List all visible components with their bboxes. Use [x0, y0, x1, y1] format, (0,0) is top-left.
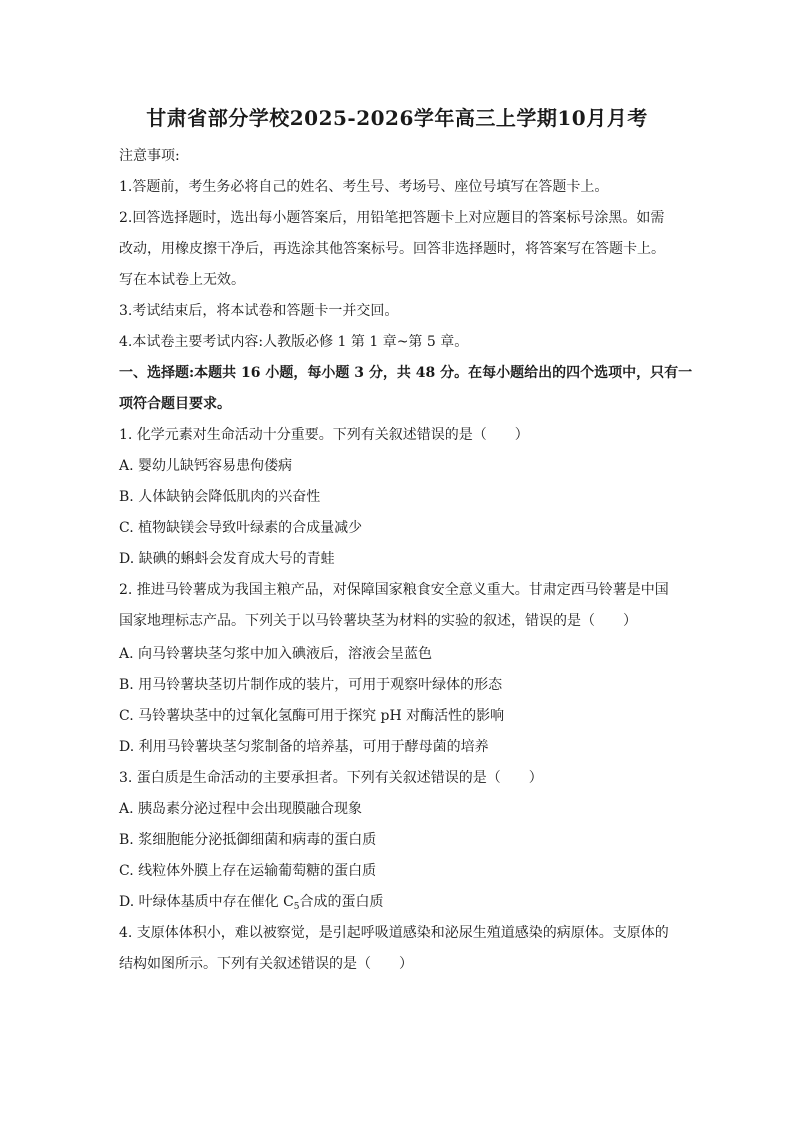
question-3-option-b: B. 浆细胞能分泌抵御细菌和病毒的蛋白质: [119, 832, 377, 848]
question-1-option-b: B. 人体缺钠会降低肌肉的兴奋性: [119, 489, 321, 505]
question-1-option-a: A. 婴幼儿缺钙容易患佝偻病: [119, 458, 293, 474]
question-2-option-b: B. 用马铃薯块茎切片制作成的装片，可用于观察叶绿体的形态: [119, 677, 503, 693]
page-title: 甘肃省部分学校2025-2026学年高三上学期10月月考: [146, 106, 648, 130]
notice-item-2-line-3: 写在本试卷上无效。: [119, 272, 245, 288]
section-1-instruction-line-1: 一、选择题:本题共 16 小题，每小题 3 分，共 48 分。在每小题给出的四个选项中，只有一: [119, 365, 693, 381]
notice-item-2-line-1: 2.回答选择题时，选出每小题答案后，用铅笔把答题卡上对应题目的答案标号涂黑。如需: [119, 210, 665, 226]
question-1-option-c: C. 植物缺镁会导致叶绿素的合成量减少: [119, 520, 363, 536]
question-2-stem-line-2: 国家地理标志产品。下列关于以马铃薯块茎为材料的实验的叙述，错误的是（ ）: [119, 613, 637, 629]
question-2-stem-line-1: 2. 推进马铃薯成为我国主粮产品，对保障国家粮食安全意义重大。甘肃定西马铃薯是中国: [119, 582, 669, 598]
notice-item-4: 4.本试卷主要考试内容:人教版必修 1 第 1 章~第 5 章。: [119, 334, 469, 350]
notice-item-2-line-2: 改动，用橡皮擦干净后，再选涂其他答案标号。回答非选择题时，将答案写在答题卡上。: [119, 241, 665, 257]
question-2-option-d: D. 利用马铃薯块茎匀浆制备的培养基，可用于酵母菌的培养: [119, 739, 489, 755]
notice-item-1: 1.答题前，考生务必将自己的姓名、考生号、考场号、座位号填写在答题卡上。: [119, 179, 609, 195]
question-1-stem: 1. 化学元素对生命活动十分重要。下列有关叙述错误的是（ ）: [119, 427, 529, 443]
question-1-option-d: D. 缺碘的蝌蚪会发育成大号的青蛙: [119, 551, 335, 567]
question-3-option-d-text-end: 合成的蛋白质: [299, 894, 384, 910]
question-2-option-c: C. 马铃薯块茎中的过氧化氢酶可用于探究 pH 对酶活性的影响: [119, 708, 505, 724]
section-1-instruction-line-2: 项符合题目要求。: [119, 396, 231, 412]
question-3-option-d-subscript: 5: [293, 902, 300, 912]
question-2-option-a: A. 向马铃薯块茎匀浆中加入碘液后，溶液会呈蓝色: [119, 646, 433, 662]
question-4-stem-line-2: 结构如图所示。下列有关叙述错误的是（ ）: [119, 956, 413, 972]
question-3-option-d-text: D. 叶绿体基质中存在催化 C: [119, 894, 294, 910]
notice-heading: 注意事项:: [119, 148, 180, 164]
question-4-stem-line-1: 4. 支原体体积小，难以被察觉，是引起呼吸道感染和泌尿生殖道感染的病原体。支原体的: [119, 925, 669, 941]
question-3-option-a: A. 胰岛素分泌过程中会出现膜融合现象: [119, 801, 363, 817]
question-3-option-c: C. 线粒体外膜上存在运输葡萄糖的蛋白质: [119, 863, 377, 879]
notice-item-3: 3.考试结束后，将本试卷和答题卡一并交回。: [119, 303, 399, 319]
question-3-option-d: [119, 892, 384, 917]
question-3-stem: 3. 蛋白质是生命活动的主要承担者。下列有关叙述错误的是（ ）: [119, 770, 543, 786]
